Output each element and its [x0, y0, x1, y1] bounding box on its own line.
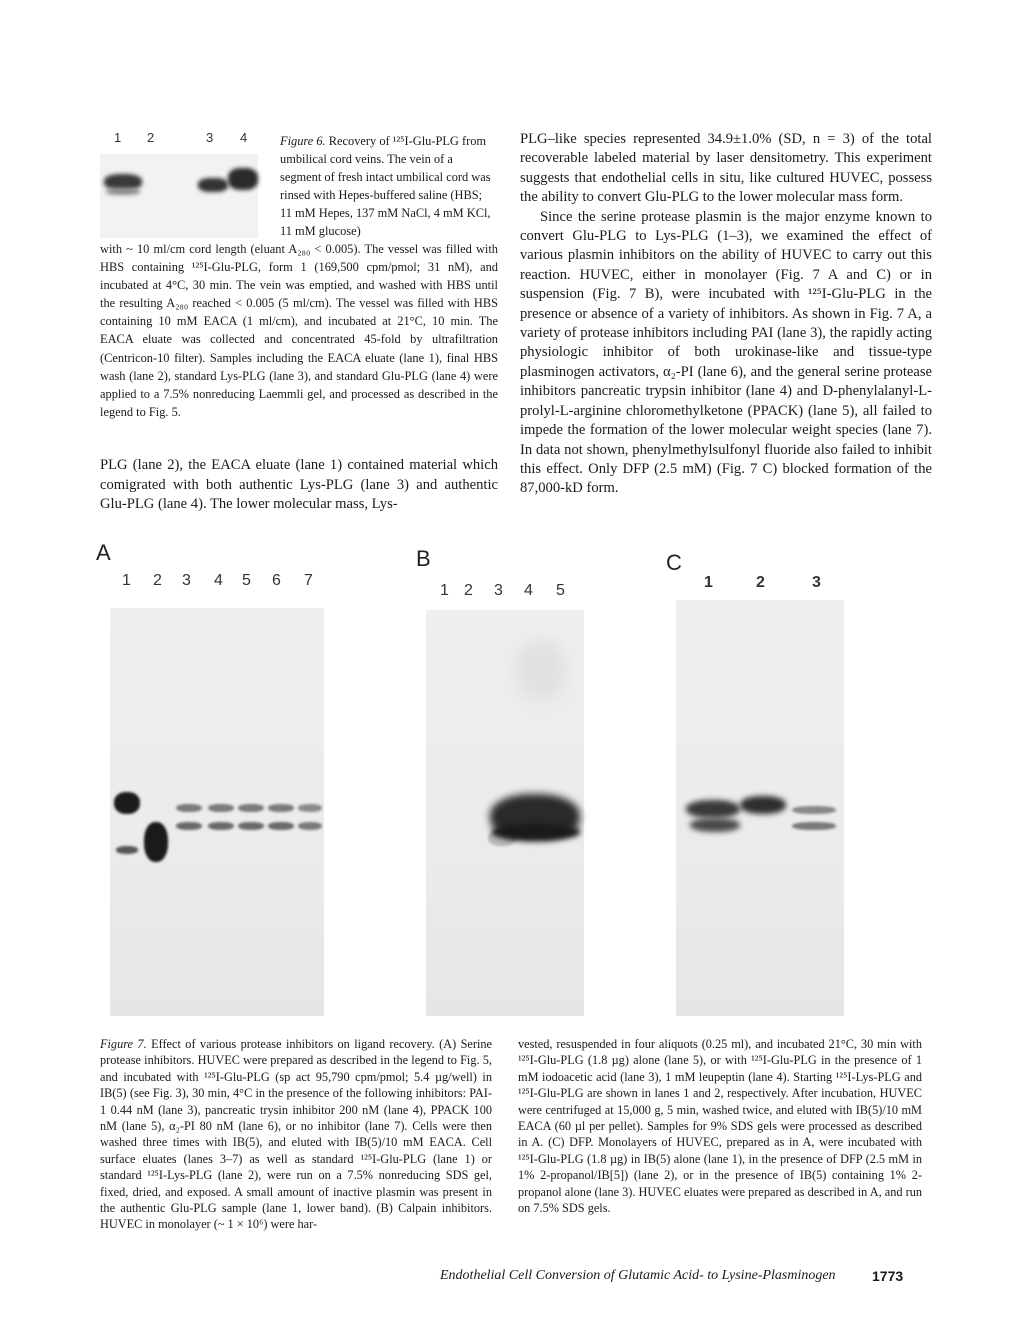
panel-b-gel [426, 610, 584, 1016]
figure6-lane-label: 3 [206, 130, 214, 145]
figure6-lane-label: 2 [147, 130, 155, 145]
lane-label: 5 [242, 572, 251, 589]
lane-label: 5 [556, 582, 565, 599]
body-text-left: PLG (lane 2), the EACA eluate (lane 1) contained material which comigrated with both authentic Lys-PLG (lane 3) and authentic Glu-PLG (lane 4). The lower molecular mass, Lys- [100, 457, 498, 513]
figure6-lane-labels [100, 130, 258, 150]
panel-c-gel [676, 600, 844, 1016]
lane-label: 7 [304, 572, 313, 589]
gel-band [176, 804, 202, 812]
figure7-caption-label: Figure 7. [100, 1037, 147, 1051]
body-paragraph: PLG–like species represented 34.9±1.0% (SD, n = 3) of the total recoverable labeled material by laser densitometry. This experiment suggests that endothelial cells in situ, like cultured HUVEC, possess the ability to convert Glu-PLG to the lower molecular mass form. [520, 131, 932, 206]
panel-letter-b: B [416, 546, 431, 571]
gel-band [792, 822, 836, 830]
gel-band [208, 822, 234, 830]
gel-band [238, 804, 264, 812]
panel-b-lane-labels [434, 582, 584, 602]
lane-label: 3 [494, 582, 503, 599]
lane-label: 6 [272, 572, 281, 589]
lane-label: 1 [440, 582, 449, 599]
figure6-band [106, 188, 140, 195]
gel-smear [516, 640, 566, 700]
figure6-lane-label: 1 [114, 130, 122, 145]
panel-a-lane-labels [120, 572, 330, 592]
lane-label: 1 [122, 572, 131, 589]
gel-band [298, 822, 322, 830]
lane-label: 2 [464, 582, 473, 599]
panel-a-gel [110, 608, 324, 1016]
gel-band [268, 822, 294, 830]
gel-band [144, 822, 168, 862]
figure6-caption-text: Recovery of ¹²⁵I-Glu-PLG from umbilical cord veins. The vein of a segment of fresh intact umbilical cord was rinsed with Hepes-buffered saline (HBS; 11 mM Hepes, 137 mM NaCl, 4 mM KCl, 11 mM glucose) [280, 134, 491, 239]
panel-c-lane-labels [700, 574, 830, 594]
lane-label: 3 [182, 572, 191, 589]
gel-band [116, 846, 138, 854]
gel-band [792, 806, 836, 814]
gel-band [686, 800, 740, 818]
figure6-band [228, 168, 258, 190]
figure7-caption-left [100, 1036, 492, 1233]
figure7-caption-right: vested, resuspended in four aliquots (0.25 ml), and incubated 21°C, 30 min with ¹²⁵I-Glu-PLG (1.8 µg) alone (lane 5), or with ¹²⁵I-Glu-PLG in the presence of 1 mM iodoacetic acid (lane 3), 1 mM leupeptin (lane 4). Starting ¹²⁵I-Lys-PLG and ¹²⁵I-Glu-PLG are shown in lanes 1 and 2, respectively. After incubation, HUVEC were centrifuged at 15,000 g, 5 min, washed twice, and eluted with IB(5)/10 mM EACA (60 µl per pellet). Samples for 9% SDS gels were processed as described in A. (C) DFP. Monolayers of HUVEC, prepared as in A, were incubated with ¹²⁵I-Glu-PLG (1.8 µg) in IB(5) alone (lane 1), in the presence of DFP (2.5 mM in 1% 2-propanol/IB[5]) (lane 2), or in the presence of IB(5) containing 1% 2-propanol alone (lane 3). HUVEC eluates were prepared as described in A, and run on 7.5% SDS gels. [518, 1037, 922, 1216]
figure6-lane-label: 4 [240, 130, 248, 145]
panel-letter-c: C [666, 550, 682, 575]
panel-letter-a: A [96, 540, 111, 565]
gel-band [176, 822, 202, 830]
gel-band [238, 822, 264, 830]
figure7-caption-text: Effect of various protease inhibitors on ligand recovery. (A) Serine protease inhibitors. HUVEC were prepared as described in the legend to Fig. 5, and incubated with ¹²⁵I-Glu-PLG (sp act 95,790 cpm/pmol; 5.4 µg/well) in IB(5) (see Fig. 3), 30 min, 4°C in the presence of the following inhibitors: PAI-1 0.44 nM (lane 3), pancreatic trysin inhibitor 200 nM (lane 4), PPACK 100 nM (lane 5), α₂-PI 80 nM (lane 6), or no inhibitor (lane 7). Cells were then washed three times with IB(5), and eluted with IB(5)/10 mM EACA. Cell surface eluates (lanes 3–7) as well as standard ¹²⁵I-Glu-PLG (lane 1) or standard ¹²⁵I-Lys-PLG (lane 2), were run on a 7.5% nonreducing SDS gel, fixed, dried, and exposed. A small amount of inactive plasmin was present in the authentic Glu-PLG sample (lane 1, lower band). (B) Calpain inhibitors. HUVEC in monolayer (~ 1 × 10⁶) were har- [100, 1037, 492, 1232]
gel-band [208, 804, 234, 812]
lane-label: 4 [214, 572, 223, 589]
running-title: Endothelial Cell Conversion of Glutamic Acid- to Lysine-Plasminogen [440, 1268, 836, 1283]
gel-band [114, 792, 140, 814]
lane-label: 2 [153, 572, 162, 589]
lane-label: 1 [704, 574, 713, 591]
figure6-gel [100, 154, 258, 238]
figure6-caption-head [280, 132, 492, 241]
gel-band [690, 818, 740, 832]
gel-band [740, 796, 786, 814]
lane-label: 2 [756, 574, 765, 591]
figure6-band [198, 178, 228, 192]
figure6-blot [100, 130, 258, 240]
body-text-right [520, 130, 932, 499]
figure6-caption-label: Figure 6. [280, 134, 326, 148]
lane-label: 4 [524, 582, 533, 599]
page-number: 1773 [872, 1268, 904, 1284]
gel-band [268, 804, 294, 812]
gel-band [298, 804, 322, 812]
gel-band [492, 824, 580, 840]
lane-label: 3 [812, 574, 821, 591]
figure6-caption-tail: with ~ 10 ml/cm cord length (eluant A₂₈₀ < 0.005). The vessel was filled with HBS containing ¹²⁵I-Glu-PLG, form 1 (169,500 cpm/pmol; 31 nM), and incubated at 4°C, 30 min. The vein was emptied, and washed with HBS until the resulting A₂₈₀ reached < 0.005 (5 ml/cm). The vessel was filled with HBS containing 10 mM EACA (1 ml/cm), and incubated at 21°C, 10 min. The EACA eluate was collected and concentrated 45-fold by ultrafiltration (Centricon-10 filter). Samples including the EACA eluate (lane 1), final HBS wash (lane 2), standard Lys-PLG (lane 3), and standard Glu-PLG (lane 4) were applied to a 7.5% nonreducing Laemmli gel, and processed as described in the legend to Fig. 5. [100, 242, 498, 419]
body-paragraph: Since the serine protease plasmin is the major enzyme known to convert Glu-PLG to Lys-PLG (1–3), we examined the effect of various plasmin inhibitors on the ability of HUVEC to carry out this reaction. HUVEC, either in monolayer (Fig. 7 A and C) or in suspension (Fig. 7 B), were incubated with ¹²⁵I-Glu-PLG in the presence or absence of a variety of inhibitors. As shown in Fig. 7 A, a variety of protease inhibitors including PAI (lane 3), the rapidly acting physiologic inhibitor of both urokinase-like and tissue-type plasminogen activators, α₂-PI (lane 6), and the general serine protease inhibitors pancreatic trypsin inhibitor (lane 4) and D-phenylalanyl-L-prolyl-L-arginine chloromethylketone (PPACK) (lane 5), all failed to impede the formation of the lower molecular weight species (lane 7). In data not shown, phenylmethylsulfonyl fluoride also failed to inhibit this effect. Only DFP (2.5 mM) (Fig. 7 C) blocked formation of the 87,000-kD form. [520, 208, 932, 497]
